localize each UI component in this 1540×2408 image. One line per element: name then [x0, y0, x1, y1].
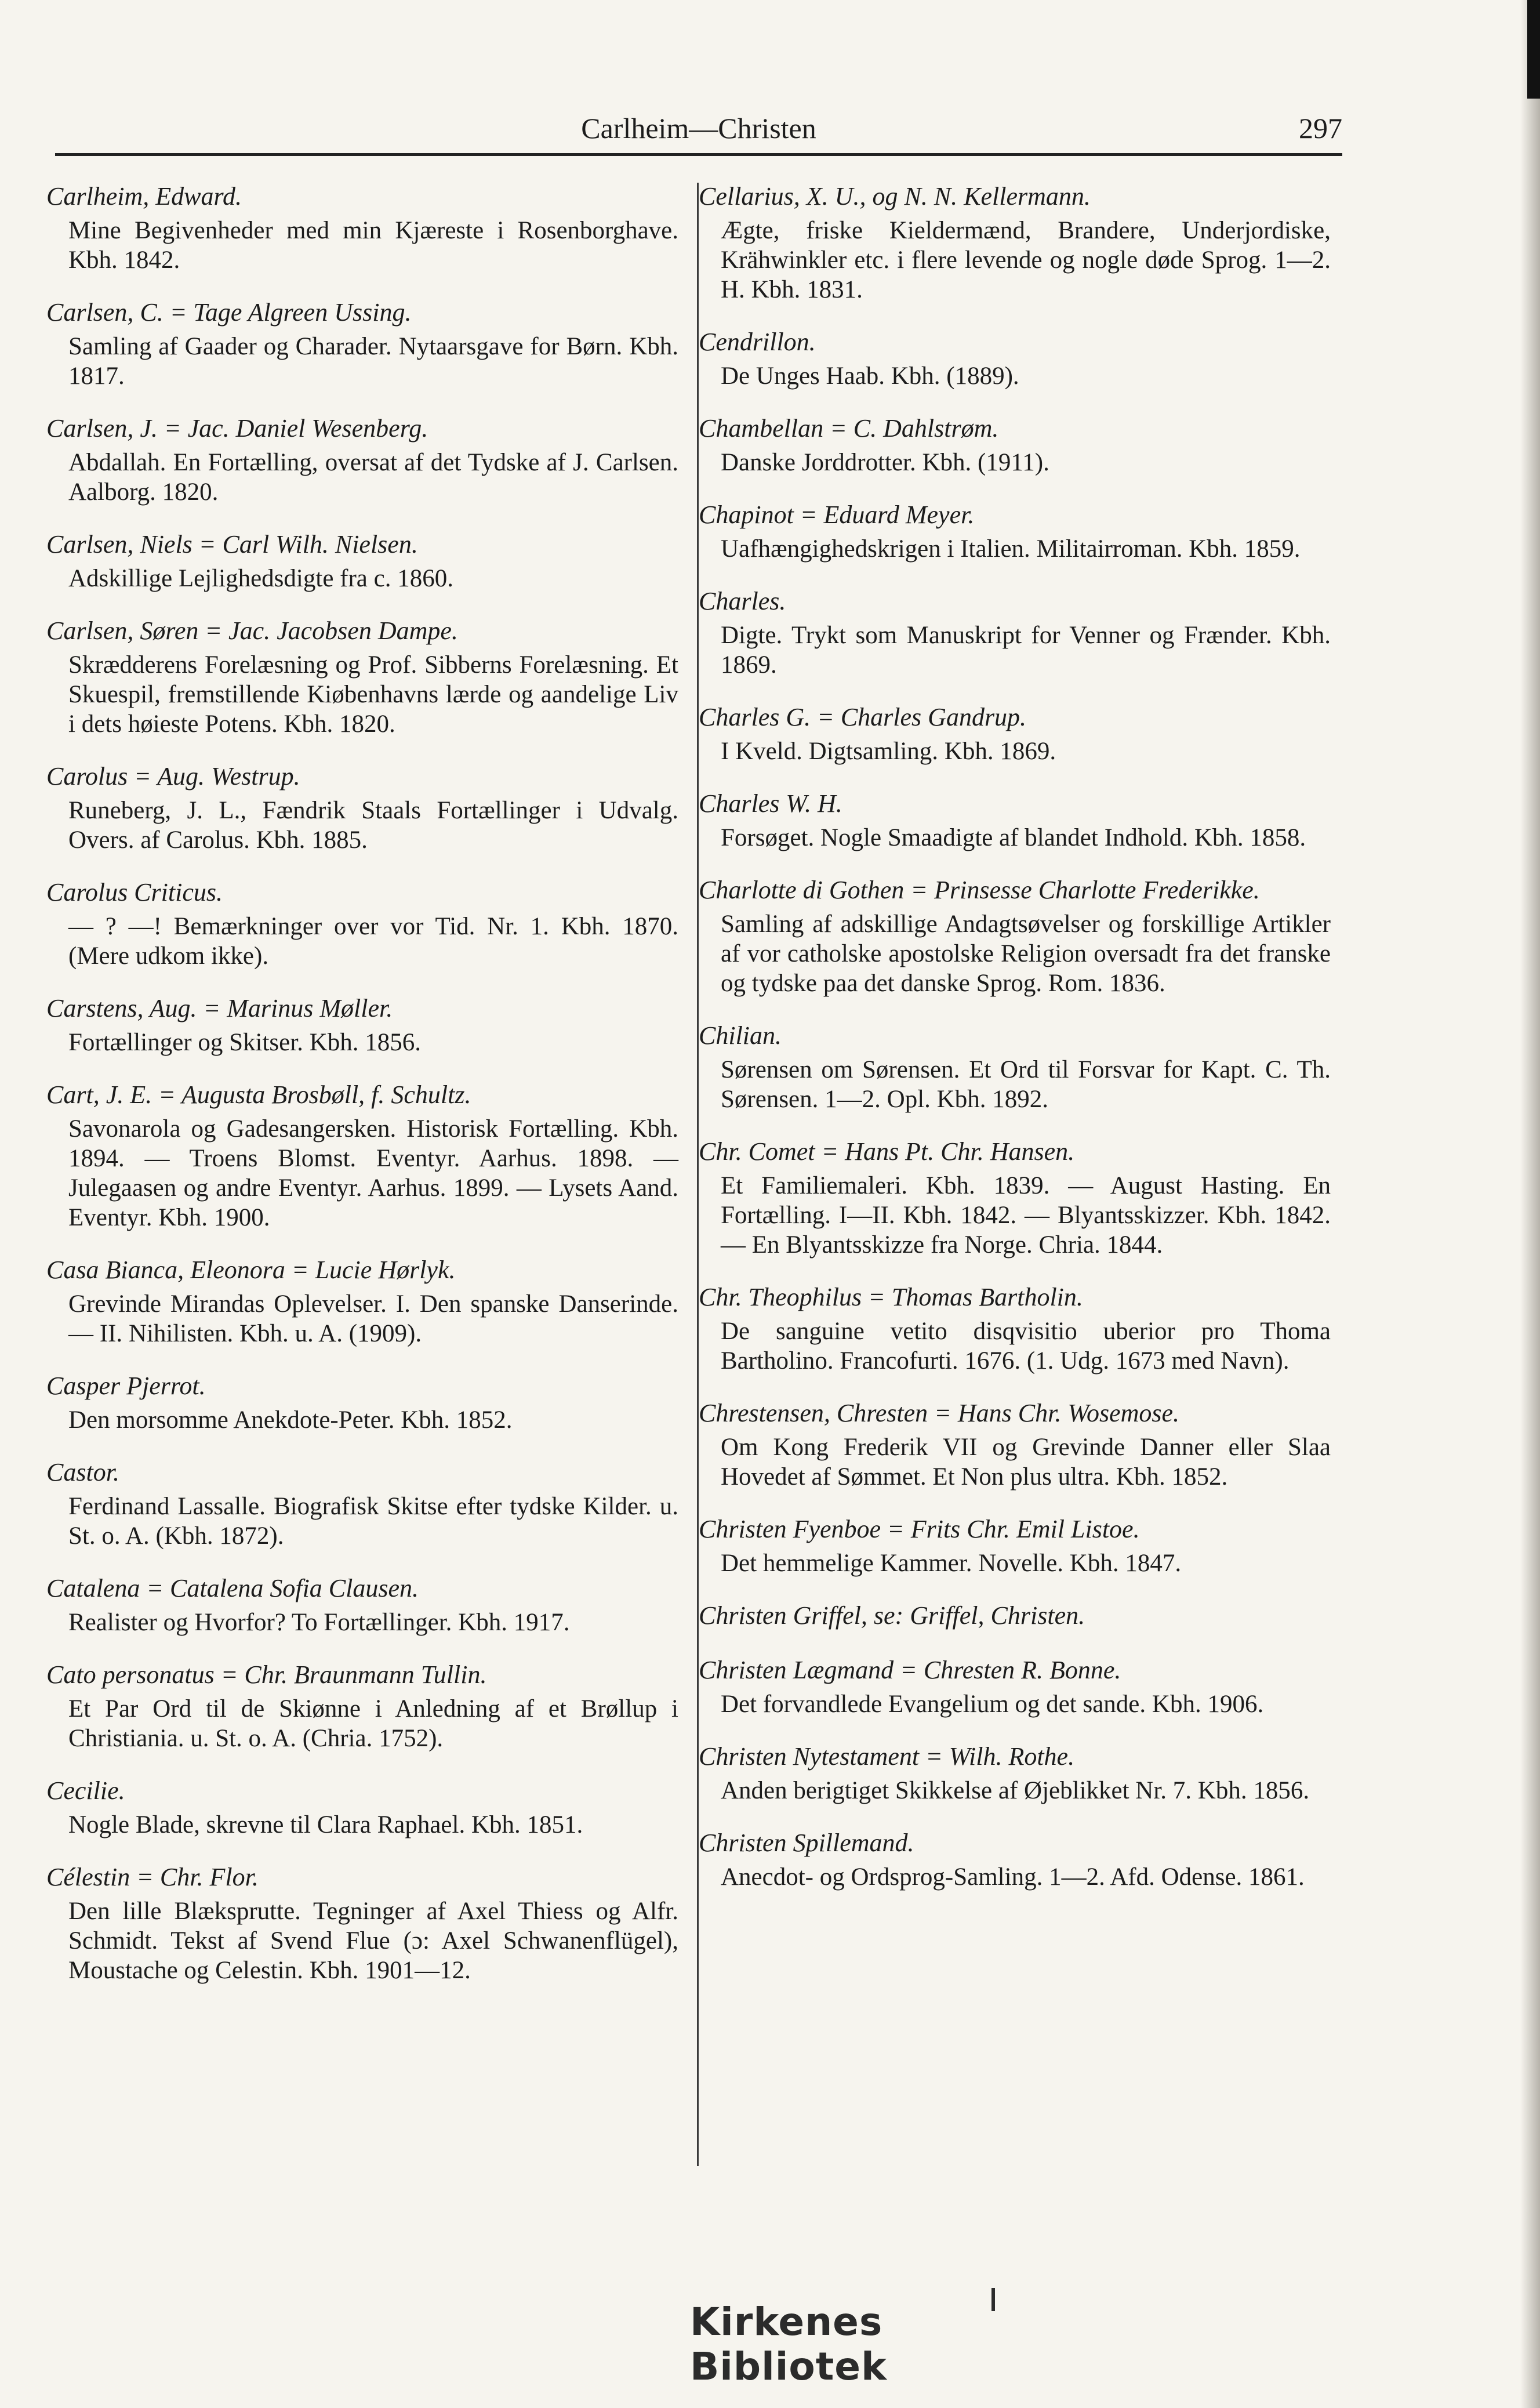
entry-body: Samling af Gaader og Charader. Nytaarsgave for Børn. Kbh. 1817. — [68, 333, 678, 390]
entry-heading: Cendrillon. — [699, 328, 816, 356]
entry-heading: Cecilie. — [46, 1776, 125, 1805]
entry-body: Abdallah. En Fortælling, oversat af det Tydske af J. Carlsen. Aalborg. 1820. — [68, 449, 678, 506]
entry — [46, 876, 678, 971]
entry — [699, 1599, 1331, 1633]
entry — [699, 325, 1331, 391]
entry — [699, 1653, 1331, 1719]
entry-body: Adskillige Lejlighedsdigte fra c. 1860. — [68, 565, 453, 592]
entry-heading: Célestin = Chr. Flor. — [46, 1863, 259, 1891]
entry-body: Ægte, friske Kieldermænd, Brandere, Underjordiske, Krähwinkler etc. i flere levende og nogle døde Sprog. 1—2. H. Kbh. 1831. — [721, 217, 1331, 303]
stamp-mark — [991, 2288, 995, 2311]
entry-heading: Carlsen, Niels = Carl Wilh. Nielsen. — [46, 530, 418, 559]
entry — [699, 1281, 1331, 1376]
entry — [699, 1826, 1331, 1892]
entry-heading: Charles G. = Charles Gandrup. — [699, 703, 1027, 731]
entry-heading: Charlotte di Gothen = Prinsesse Charlotte Frederikke. — [699, 876, 1260, 904]
entry — [699, 1513, 1331, 1578]
entry-heading: Chr. Theophilus = Thomas Bartholin. — [699, 1283, 1083, 1311]
entry-heading: Carlsen, J. = Jac. Daniel Wesenberg. — [46, 414, 428, 443]
entry — [699, 585, 1331, 680]
entry-heading: Carlheim, Edward. — [46, 182, 242, 211]
entry — [699, 412, 1331, 477]
entry-heading: Catalena = Catalena Sofia Clausen. — [46, 1574, 419, 1602]
entry-body: Det hemmelige Kammer. Novelle. Kbh. 1847. — [721, 1550, 1182, 1577]
entry-heading: Christen Spillemand. — [699, 1829, 914, 1857]
entry — [46, 1861, 678, 1985]
entry — [699, 180, 1331, 304]
entry — [46, 1456, 678, 1551]
entry — [699, 701, 1331, 766]
entry-body: Realister og Hvorfor? To Fortællinger. Kbh. 1917. — [68, 1609, 570, 1636]
entry-body: Anden berigtiget Skikkelse af Øjeblikket Nr. 7. Kbh. 1856. — [721, 1777, 1310, 1804]
entry-body: Savonarola og Gadesangersken. Historisk Fortælling. Kbh. 1894. — Troens Blomst. Eventyr. Aarhus. 1898. — Julegaasen og andre Eventyr. Aarhus. 1899. — Lysets Aand. Eventyr. Kbh. 1900. — [68, 1115, 678, 1231]
entry-body: Et Par Ord til de Skiønne i Anledning af et Brøllup i Christiania. u. St. o. A. (Chria. 1752). — [68, 1695, 678, 1752]
left-column — [46, 180, 678, 2006]
entry-heading: Cart, J. E. = Augusta Brosbøll, f. Schultz. — [46, 1080, 471, 1109]
entry — [46, 760, 678, 855]
entry — [46, 1774, 678, 1840]
entry-body: Den morsomme Anekdote-Peter. Kbh. 1852. — [68, 1406, 513, 1434]
entry — [46, 992, 678, 1057]
scan-edge — [1520, 0, 1540, 2408]
running-head: Carlheim—Christen — [581, 112, 816, 144]
entry-body: Runeberg, J. L., Fændrik Staals Fortællinger i Udvalg. Overs. af Carolus. Kbh. 1885. — [68, 797, 678, 854]
entry — [699, 498, 1331, 564]
entry-body: De Unges Haab. Kbh. (1889). — [721, 362, 1019, 390]
entry-body: Samling af adskillige Andagtsøvelser og forskillige Artikler af vor catholske apostolske Religion oversadt fra det franske og tydske paa det danske Sprog. Rom. 1836. — [721, 911, 1331, 997]
entry — [699, 1019, 1331, 1114]
entry-heading: Chapinot = Eduard Meyer. — [699, 501, 975, 529]
entry — [46, 1078, 678, 1232]
entry-body: Anecdot- og Ordsprog-Samling. 1—2. Afd. Odense. 1861. — [721, 1863, 1305, 1891]
entry-heading: Castor. — [46, 1458, 119, 1486]
page-header — [55, 110, 1342, 156]
entry — [46, 180, 678, 275]
entry-body: Uafhængighedskrigen i Italien. Militairroman. Kbh. 1859. — [721, 535, 1301, 563]
entry-heading: Charles. — [699, 587, 786, 615]
entry-body: Den lille Blæksprutte. Tegninger af Axel Thiess og Alfr. Schmidt. Tekst af Svend Flue (ɔ: Axel Schwanenflügel), Moustache og Celestin. Kbh. 1901—12. — [68, 1898, 678, 1984]
entry — [699, 1135, 1331, 1260]
entry-heading: Cellarius, X. U., og N. N. Kellermann. — [699, 182, 1091, 211]
library-stamp — [690, 2288, 1038, 2389]
scan-edge-shadow — [1527, 0, 1540, 99]
entry-body: Skrædderens Forelæsning og Prof. Sibberns Forelæsning. Et Skuespil, fremstillende Kiøbenhavns lærde og aandelige Liv i dets høieste Potens. Kbh. 1820. — [68, 651, 678, 738]
entry — [699, 1740, 1331, 1805]
entry-heading: Christen Lægmand = Chresten R. Bonne. — [699, 1656, 1121, 1684]
entry-body: Nogle Blade, skrevne til Clara Raphael. Kbh. 1851. — [68, 1811, 583, 1838]
right-column — [699, 180, 1331, 1913]
entry-heading: Chambellan = C. Dahlstrøm. — [699, 414, 999, 443]
entry — [46, 614, 678, 739]
entry-heading: Carstens, Aug. = Marinus Møller. — [46, 994, 393, 1022]
entry-heading: Charles W. H. — [699, 789, 842, 818]
entry-heading: Carolus = Aug. Westrup. — [46, 762, 300, 790]
entry-heading: Chrestensen, Chresten = Hans Chr. Wosemose. — [699, 1399, 1180, 1427]
entry-body: Ferdinand Lassalle. Biografisk Skitse efter tydske Kilder. u. St. o. A. (Kbh. 1872). — [68, 1493, 678, 1550]
entry-heading: Cato personatus = Chr. Braunmann Tullin. — [46, 1660, 487, 1689]
entry — [46, 1658, 678, 1753]
entry — [699, 787, 1331, 853]
entry-heading: Carolus Criticus. — [46, 878, 223, 906]
entry-body: Sørensen om Sørensen. Et Ord til Forsvar for Kapt. C. Th. Sørensen. 1—2. Opl. Kbh. 1892. — [721, 1056, 1331, 1113]
entry-body: Mine Begivenheder med min Kjæreste i Rosenborghave. Kbh. 1842. — [68, 217, 678, 274]
entry-body: Digte. Trykt som Manuskript for Venner og Frænder. Kbh. 1869. — [721, 622, 1331, 679]
entry — [46, 1572, 678, 1637]
entry — [699, 873, 1331, 998]
entry-heading: Carlsen, Søren = Jac. Jacobsen Dampe. — [46, 616, 458, 645]
entry-heading: Casper Pjerrot. — [46, 1372, 206, 1400]
library-stamp-text: Kirkenes Bibliotek — [690, 2300, 887, 2389]
entry-body: Fortællinger og Skitser. Kbh. 1856. — [68, 1029, 421, 1056]
page-number: 297 — [1299, 112, 1342, 144]
entry-heading: Christen Griffel, se: Griffel, Christen. — [699, 1601, 1085, 1630]
entry — [699, 1397, 1331, 1492]
entry-body: I Kveld. Digtsamling. Kbh. 1869. — [721, 738, 1056, 765]
entry-body: — ? —! Bemærkninger over vor Tid. Nr. 1. Kbh. 1870. (Mere udkom ikke). — [68, 913, 678, 970]
entry — [46, 296, 678, 391]
entry — [46, 528, 678, 593]
entry-body: Om Kong Frederik VII og Grevinde Danner eller Slaa Hovedet af Sømmet. Et Non plus ultra. Kbh. 1852. — [721, 1434, 1331, 1491]
entry-heading: Christen Fyenboe = Frits Chr. Emil Listoe. — [699, 1515, 1140, 1543]
entry-heading: Christen Nytestament = Wilh. Rothe. — [699, 1742, 1075, 1771]
entry — [46, 1369, 678, 1435]
entry-body: Det forvandlede Evangelium og det sande. Kbh. 1906. — [721, 1691, 1264, 1718]
entry-body: Forsøget. Nogle Smaadigte af blandet Indhold. Kbh. 1858. — [721, 824, 1306, 851]
entry-heading: Casa Bianca, Eleonora = Lucie Hørlyk. — [46, 1256, 456, 1284]
entry — [46, 1253, 678, 1348]
entry-heading: Carlsen, C. = Tage Algreen Ussing. — [46, 298, 412, 327]
entry — [46, 412, 678, 507]
entry-body: Danske Jorddrotter. Kbh. (1911). — [721, 449, 1049, 476]
entry-heading: Chilian. — [699, 1021, 782, 1050]
entry-body: Et Familiemaleri. Kbh. 1839. — August Hasting. En Fortælling. I—II. Kbh. 1842. — Blyantsskizzer. Kbh. 1842. — En Blyantsskizze fra Norge. Chria. 1844. — [721, 1172, 1331, 1259]
entry-heading: Chr. Comet = Hans Pt. Chr. Hansen. — [699, 1137, 1075, 1166]
entry-body: Grevinde Mirandas Oplevelser. I. Den spanske Danserinde. — II. Nihilisten. Kbh. u. A. (1909). — [68, 1290, 678, 1347]
entry-body: De sanguine vetito disqvisitio uberior pro Thoma Bartholino. Francofurti. 1676. (1. Udg. 1673 med Navn). — [721, 1318, 1331, 1375]
